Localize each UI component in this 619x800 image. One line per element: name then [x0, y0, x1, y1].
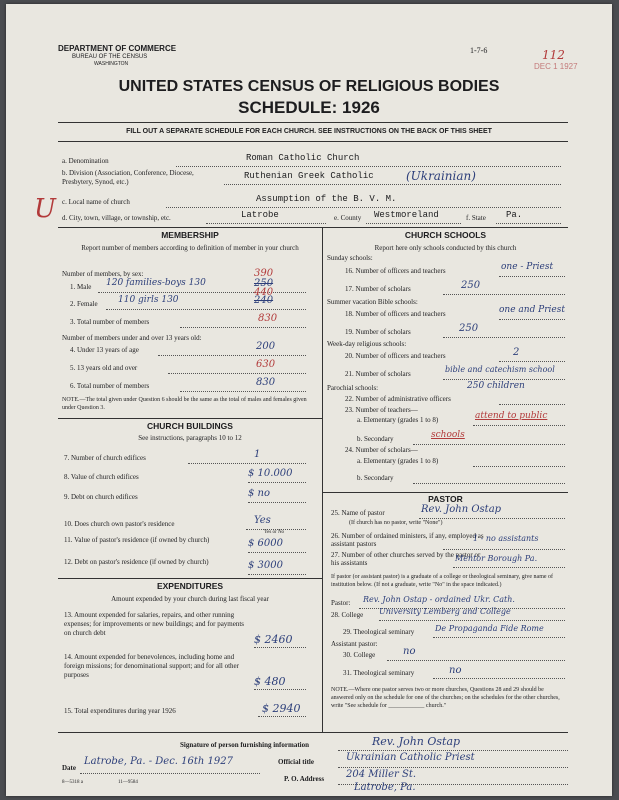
division-value: Ruthenian Greek Catholic: [244, 171, 374, 181]
schools-subtitle: Report here only schools conducted by this church: [374, 244, 517, 252]
denomination-line: [176, 166, 561, 167]
under-13-line: [158, 355, 306, 356]
scholars-secondary-label: b. Secondary: [357, 474, 394, 482]
over-13-label: 5. 13 years old and over: [70, 364, 138, 372]
form-title: UNITED STATES CENSUS OF RELIGIOUS BODIES: [118, 78, 500, 95]
assistant-seminary-value: no: [449, 665, 462, 676]
pastor-section: [323, 494, 568, 732]
form-code: 8—5318 a: [62, 780, 83, 785]
expenditures-subtitle: Amount expended by your church during last fiscal year: [111, 595, 269, 603]
summer-scholars-value: 250: [459, 323, 479, 334]
total-expenditures-value: $ 2940: [262, 702, 301, 715]
po-address-value: 204 Miller St.: [346, 769, 417, 780]
pastor-sub-label: Pastor:: [331, 599, 351, 607]
pastor-note: NOTE.—Where one pastor serves two or more churches, Questions 28 and 29 should be answered only on the schedule for one of the churches; on the schedules for the other churches, write "See schedule for ____________ church.": [331, 687, 560, 709]
division-line: [224, 184, 561, 185]
form-code-2: 11—9584: [118, 780, 138, 785]
po-address-value-2: Latrobe, Pa.: [354, 782, 416, 793]
county-line: [366, 223, 461, 224]
summer-officers-label: 18. Number of officers and teachers: [345, 310, 446, 318]
benevolences-line: [254, 689, 306, 690]
buildings-section: [58, 421, 322, 579]
schools-title: CHURCH SCHOOLS: [404, 230, 487, 240]
city-line: [206, 223, 326, 224]
owns-residence-value: Yes: [254, 515, 271, 526]
female-line: [106, 309, 306, 310]
membership-note: NOTE.—The total given under Question 6 should be the same as the total of males and females given under Question 3.: [62, 397, 307, 411]
residence-debt-line: [248, 574, 306, 575]
college-line: [379, 620, 565, 621]
residence-value-label: 11. Value of pastor's residence (if owned by church): [64, 536, 210, 544]
summer-officers-value: one and Priest: [499, 305, 565, 315]
college-label: 28. College: [331, 611, 364, 619]
instruction-rule: [58, 141, 568, 142]
by-sex-label: Number of members, by sex:: [62, 270, 144, 278]
benevolences-label: 14. Amount expended for benevolences, including home and foreign missions; for denominational support; and for all other purposes: [64, 653, 239, 679]
parochial-schools-label: Parochial schools:: [327, 384, 379, 392]
edifices-value-line: [248, 482, 306, 483]
under-13-label: 4. Under 13 years of age: [70, 346, 139, 354]
total-members-line: [180, 327, 306, 328]
residence-debt-value: $ 3000: [248, 560, 283, 571]
membership-subtitle: Report number of members according to definition of member in your church: [81, 244, 299, 252]
residence-value-value: $ 6000: [248, 538, 283, 549]
buildings-rule: [58, 418, 322, 419]
weekday-officers-line: [499, 361, 565, 362]
division-label: b. Division (Association, Conference, Diocese, Presbytery, Synod, etc.): [62, 169, 194, 186]
pastor-name-label: 25. Name of pastor: [331, 509, 385, 517]
sunday-scholars-line: [443, 294, 565, 295]
city-value: Latrobe: [241, 210, 279, 220]
local-name-label: c. Local name of church: [62, 198, 130, 206]
assistant-seminary-line: [433, 678, 565, 679]
teachers-secondary-line: [413, 444, 565, 445]
official-title-label: Official title: [278, 758, 314, 766]
denomination-value: Roman Catholic Church: [246, 153, 360, 163]
total-members-2-value: 830: [256, 377, 276, 388]
total-members-2-line: [180, 391, 306, 392]
edifices-debt-value: $ no: [248, 488, 271, 499]
male-value: 250: [254, 278, 274, 289]
weekday-officers-value: 2: [513, 347, 520, 358]
signature-label: Signature of person furnishing information: [180, 741, 309, 749]
seminary-label: 29. Theological seminary: [343, 628, 415, 636]
college-value: University Lemberg and College: [379, 607, 511, 616]
sunday-officers-label: 16. Number of officers and teachers: [345, 267, 446, 275]
official-title-value: Ukrainian Catholic Priest: [346, 752, 475, 763]
teachers-elementary-label: a. Elementary (grades 1 to 8): [357, 416, 439, 424]
by-age-label: Number of members under and over 13 years old:: [62, 334, 202, 342]
total-members-value: 830: [258, 313, 278, 324]
running-expenses-line: [254, 647, 306, 648]
sunday-officers-line: [499, 276, 565, 277]
female-note: 110 girls 130: [118, 295, 179, 305]
pastor-name-line: [419, 518, 565, 519]
other-churches-value: Mentor Borough Pa.: [455, 554, 538, 563]
teachers-elementary-value: attend to public: [475, 411, 548, 421]
signature-line: [338, 750, 568, 751]
margin-mark: U: [34, 194, 56, 224]
sunday-schools-label: Sunday schools:: [327, 254, 373, 262]
schools-section: [323, 230, 568, 492]
scholars-elementary-label: a. Elementary (grades 1 to 8): [357, 457, 439, 465]
total-expenditures-label: 15. Total expenditures during year 1926: [64, 707, 176, 715]
male-correction: 390: [254, 268, 274, 279]
po-address-label: P. O. Address: [284, 775, 325, 783]
total-members-2-label: 6. Total number of members: [70, 382, 150, 390]
division-handwritten: (Ukrainian): [406, 169, 476, 183]
membership-section: [58, 230, 322, 420]
buildings-subtitle: See instructions, paragraphs 10 to 12: [138, 434, 242, 442]
stamp-number: 112: [542, 48, 565, 62]
over-13-line: [168, 373, 306, 374]
owns-residence-label: 10. Does church own pastor's residence: [64, 520, 175, 528]
running-expenses-label: 13. Amount expended for salaries, repairs, and other running expenses; for improvements or new buildings; and for payments on church debt: [64, 611, 245, 637]
yes-no-hint: Yes or No: [264, 530, 285, 535]
female-correction: 440: [254, 287, 274, 298]
header-rule: [58, 122, 568, 123]
pastor-rule: [322, 492, 568, 493]
county-label: e. County: [334, 214, 362, 222]
assistant-college-value: no: [403, 646, 416, 657]
over-13-value: 630: [256, 359, 276, 370]
teachers-label: 23. Number of teachers—: [345, 406, 418, 414]
edifices-debt-line: [248, 502, 306, 503]
scholars-secondary-line: [413, 483, 565, 484]
pastor-sub-value: Rev. John Ostap - ordained Ukr. Cath.: [363, 595, 515, 604]
schedule-title: SCHEDULE: 1926: [238, 98, 380, 117]
state-line: [496, 223, 561, 224]
state-value: Pa.: [506, 210, 523, 220]
weekday-schools-label: Week-day religious schools:: [327, 340, 407, 348]
scholars-elementary-line: [473, 466, 565, 467]
teachers-secondary-value: schools: [431, 430, 465, 440]
date-line: [80, 773, 260, 774]
separate-schedule-instruction: FILL OUT A SEPARATE SCHEDULE FOR EACH CHURCH. SEE INSTRUCTIONS ON THE BACK OF THIS SHEET: [126, 128, 492, 135]
local-name-value: Assumption of the B. V. M.: [256, 194, 397, 204]
assistant-count-value: 1 - no assistants: [473, 534, 539, 543]
assistant-seminary-label: 31. Theological seminary: [343, 669, 415, 677]
teachers-elementary-line: [473, 425, 565, 426]
sunday-officers-value: one - Priest: [501, 262, 554, 272]
edifices-count-label: 7. Number of church edifices: [64, 454, 146, 462]
summer-scholars-label: 19. Number of scholars: [345, 328, 411, 336]
teachers-secondary-label: b. Secondary: [357, 435, 394, 443]
form-number: 1-7-6: [470, 46, 488, 55]
weekday-scholars-value: bible and catechism school: [445, 365, 555, 374]
received-stamp: DEC 1 1927: [534, 62, 578, 71]
graduate-instruction: If pastor (or assistant pastor) is a graduate of a college or theological seminary, give name of institution below. (If not a graduate, write "No" in the space indicated.): [331, 574, 554, 588]
scholars-label: 24. Number of scholars—: [345, 446, 418, 454]
assistant-count-label: 26. Number of ordained ministers, if any, employed as assistant pastors: [331, 532, 484, 548]
residence-debt-label: 12. Debt on pastor's residence (if owned by church): [64, 558, 209, 566]
assistant-college-line: [387, 660, 565, 661]
summer-scholars-line: [443, 337, 565, 338]
parochial-note: 250 children: [467, 381, 525, 391]
weekday-scholars-line: [443, 379, 565, 380]
date-label: Date: [62, 764, 76, 772]
county-value: Westmoreland: [374, 210, 439, 220]
residence-value-line: [248, 552, 306, 553]
buildings-title: CHURCH BUILDINGS: [147, 421, 233, 431]
admin-officers-line: [499, 404, 565, 405]
female-value: 240: [254, 295, 274, 306]
sunday-scholars-value: 250: [461, 280, 481, 291]
pastor-title: PASTOR: [428, 494, 463, 504]
main-bottom-rule: [58, 732, 568, 733]
local-name-line: [166, 207, 561, 208]
edifices-value-value: $ 10.000: [248, 468, 293, 479]
assistant-count-line: [443, 549, 565, 550]
state-label: f. State: [466, 214, 486, 222]
sunday-scholars-label: 17. Number of scholars: [345, 285, 411, 293]
summer-schools-label: Summer vacation Bible schools:: [327, 298, 418, 306]
other-churches-line: [453, 567, 565, 568]
census-schedule-sheet: [6, 4, 612, 796]
signature-value: Rev. John Ostap: [372, 735, 461, 748]
pastor-name-value: Rev. John Ostap: [421, 504, 502, 515]
bureau-label: BUREAU OF THE CENSUS: [72, 54, 148, 60]
expenditures-rule: [58, 578, 322, 579]
denomination-label: a. Denomination: [62, 157, 109, 165]
summer-officers-line: [499, 319, 565, 320]
edifices-debt-label: 9. Debt on church edifices: [64, 493, 138, 501]
weekday-scholars-label: 21. Number of scholars: [345, 370, 411, 378]
female-label: 2. Female: [70, 300, 98, 308]
edifices-count-value: 1: [254, 449, 261, 460]
male-note: 120 families-boys 130: [106, 278, 206, 288]
assistant-pastor-label: Assistant pastor:: [331, 640, 378, 648]
edifices-value-label: 8. Value of church edifices: [64, 473, 139, 481]
seminary-line: [433, 637, 565, 638]
main-top-rule: [58, 227, 568, 228]
city-label: WASHINGTON: [94, 61, 129, 67]
city-town-label: d. City, town, village, or township, etc.: [62, 214, 171, 222]
total-members-label: 3. Total number of members: [70, 318, 150, 326]
under-13-value: 200: [256, 341, 276, 352]
running-expenses-value: $ 2460: [254, 633, 293, 646]
department-label: DEPARTMENT OF COMMERCE: [58, 44, 177, 53]
edifices-count-line: [188, 463, 306, 464]
expenditures-section: [58, 581, 322, 731]
other-churches-label: 27. Number of other churches served by the pastor or his assistants: [331, 551, 481, 567]
official-title-line: [338, 767, 568, 768]
total-expenditures-line: [258, 716, 306, 717]
assistant-college-label: 30. College: [343, 651, 376, 659]
male-line: [98, 292, 306, 293]
weekday-officers-label: 20. Number of officers and teachers: [345, 352, 446, 360]
date-value: Latrobe, Pa. - Dec. 16th 1927: [84, 756, 233, 767]
male-label: 1. Male: [70, 283, 92, 291]
admin-officers-label: 22. Number of administrative officers: [345, 395, 451, 403]
membership-title: MEMBERSHIP: [161, 230, 219, 240]
pastor-name-hint: (If church has no pastor, write "None"): [349, 520, 443, 526]
seminary-value: De Propaganda Fide Rome: [435, 624, 544, 633]
expenditures-title: EXPENDITURES: [156, 581, 224, 591]
benevolences-value: $ 480: [254, 675, 286, 688]
